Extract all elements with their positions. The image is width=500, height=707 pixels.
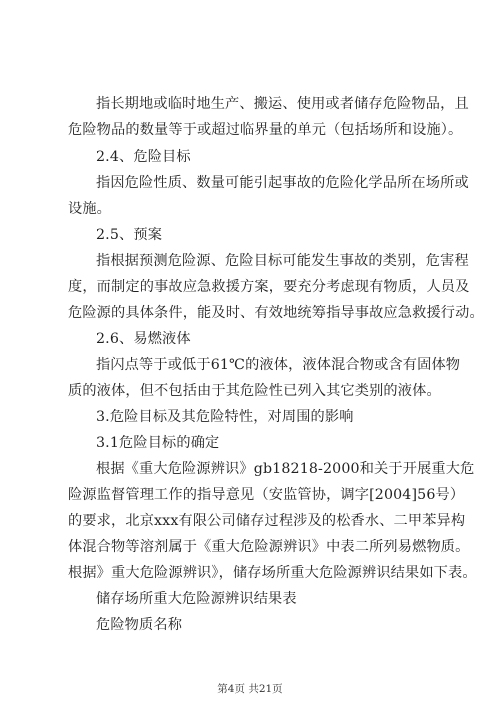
section-heading: 2.5、预案	[96, 227, 163, 243]
body-text-line: 度，而制定的事故应急救援方案，要充分考虑现有物质，人员及	[68, 279, 470, 295]
section-heading: 3.1危险目标的确定	[96, 435, 220, 451]
body-text-line: 设施。	[68, 201, 112, 217]
page-number-footer: 第4页 共21页	[217, 683, 283, 695]
body-text-line: 指根据预测危险源、危险目标可能发生事故的类别，危害程	[96, 253, 469, 269]
body-text-line: 指闪点等于或低于61℃的液体，液体混合物或含有固体物	[96, 357, 461, 373]
section-heading: 3.危险目标及其危险特性，对周围的影响	[96, 409, 354, 425]
body-text-line: 指因危险性质、数量可能引起事故的危险化学品所在场所或	[96, 175, 469, 191]
table-caption: 储存场所重大危险源辨识结果表	[96, 591, 297, 607]
section-heading: 2.6、易燃液体	[96, 331, 191, 347]
body-text-line: 根据》重大危险源辨识》，储存场所重大危险源辨识结果如下表。	[68, 565, 477, 581]
body-text-line: 质的液体，但不包括由于其危险性已列入其它类别的液体。	[68, 383, 441, 399]
section-heading: 2.4、危险目标	[96, 149, 191, 165]
body-text-line: 体混合物等溶剂属于《重大危险源辨识》中表二所列易燃物质。	[68, 539, 470, 555]
body-text-line: 指长期地或临时地生产、搬运、使用或者储存危险物品，且	[96, 96, 469, 112]
table-header-cell: 危险物质名称	[96, 617, 183, 633]
body-text-line: 危险物品的数量等于或超过临界量的单元（包括场所和设施）。	[68, 122, 463, 138]
body-text-line: 危险源的具体条件，能及时、有效地统筹指导事故应急救援行动。	[68, 305, 484, 321]
body-text-line: 的要求，北京xxx有限公司储存过程涉及的松香水、二甲苯异构	[68, 513, 466, 529]
body-text-line: 根据《重大危险源辨识》gb18218-2000和关于开展重大危	[96, 461, 475, 477]
body-text-line: 险源监督管理工作的指导意见（安监管协，调字[2004]56号）	[68, 487, 465, 503]
